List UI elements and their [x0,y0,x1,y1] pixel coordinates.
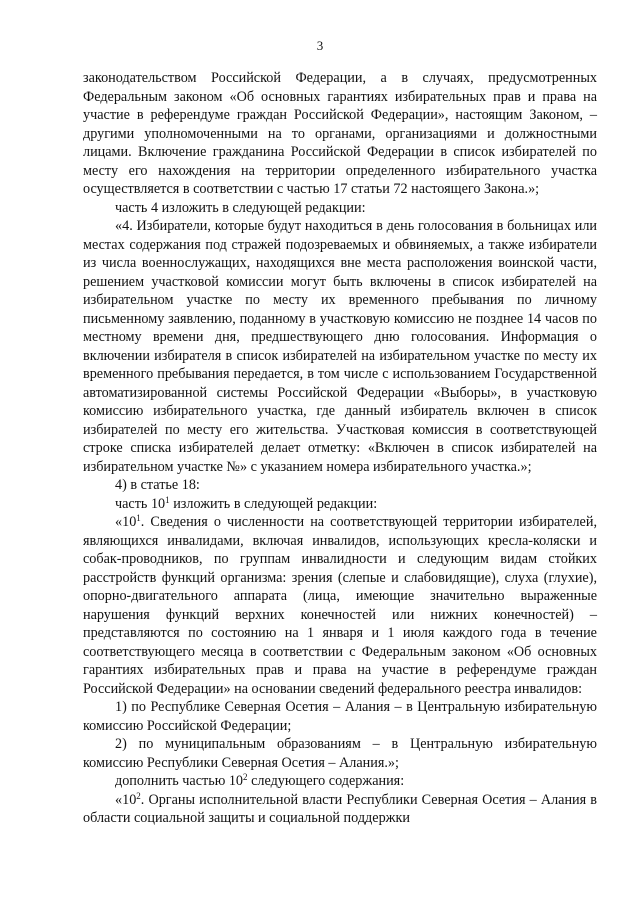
paragraph-part10-1-instruction [83,495,597,514]
paragraph-part10-1-instruction-pre: часть 10 [115,495,166,512]
paragraph-part10-2-instruction-post: следующего содержания: [247,773,405,789]
superscript: 1 [136,513,141,523]
superscript: 1 [165,494,170,505]
paragraph-part10-2-text-pre: «10 [115,791,137,808]
paragraph-part10-1-text-pre: «10 [115,514,137,530]
paragraph-part10-1-text [83,513,597,698]
paragraph-part10-2-text-post: . Органы исполнительной власти Республики Северная Осетия – Алания в области социальной защиты и социальной поддержки [83,791,597,826]
paragraph-part10-2-instruction-pre: дополнить частью 10 [115,773,244,789]
paragraph-item2: 2) по муниципальным образованиям – в Центральную избирательную комиссию Республики Северная Осетия – Алания.»; [83,736,597,771]
superscript: 2 [243,772,248,782]
paragraph-article18: 4) в статье 18: [115,477,200,493]
paragraph-part10-2-instruction [83,772,597,791]
document-body [83,69,597,828]
paragraph-part10-1-instruction-post: изложить в следующей редакции: [169,495,378,512]
paragraph-part10-2-text [83,791,597,828]
paragraph-part4-text: «4. Избиратели, которые будут находиться в день голосования в больницах или местах содержания под стражей подозреваемых и обвиняемых, а также избиратели из числа военнослужащих, находящихся вне места расположения воинской части, решением участковой комиссии могут быть включены в список избирателей на избирательном участке по месту их временного пребывания по личному письменному заявлению, поданному в участковую комиссию не позднее 14 часов по местному времени дня, предшествующего дню голосования. Информация о включении избирателя в список избирателей на избирательном участке по месту их временного пребывания передается, в том числе с использованием Государственной автоматизированной системы Российской Федерации «Выборы», в участковую комиссию избирательного участка, где данный избиратель включен в список избирателей по месту его жительства. Участковая комиссия в соответствующей строке списка избирателей делает отметку: «Включен в список избирателей на избирательном участке №» с указанием номера избирательного участка.»; [83,218,597,475]
page-number: 3 [316,38,324,53]
paragraph-part4-instruction: часть 4 изложить в следующей редакции: [115,199,366,216]
paragraph-continuation: законодательством Российской Федерации, а в случаях, предусмотренных Федеральным законом «Об основных гарантиях избирательных прав и права на участие в референдуме граждан Российской Федерации», настоящим Законом, – другими уполномоченными на то органами, организациями и должностными лицами. Включение гражданина Российской Федерации в список избирателей по месту его нахождения на территории определенного избирательного участка осуществляется в соответствии с частью 17 статьи 72 настоящего Закона.»; [83,70,597,197]
paragraph-item1: 1) по Республике Северная Осетия – Алания – в Центральную избирательную комиссию Российской Федерации; [83,699,597,734]
superscript: 2 [136,790,141,801]
paragraph-part10-1-text-post: . Сведения о численности на соответствующей территории избирателей, являющихся инвалидами, включая инвалидов, использующих кресла-коляски и собак-проводников, по группам инвалидности и следующим видам стойких расстройств функций организма: зрения (слепые и слабовидящие), слуха (глухие), опорно-двигательного аппарата (лица, имеющие значительно выраженные нарушения функций верхних конечностей или нижних конечностей) – представляются по состоянию на 1 января и 1 июля каждого года в течение соответствующего месяца в соответствии с Федеральным законом «Об основных гарантиях избирательных прав и права на участие в референдуме граждан Российской Федерации» на основании сведений федерального реестра инвалидов: [83,514,597,697]
